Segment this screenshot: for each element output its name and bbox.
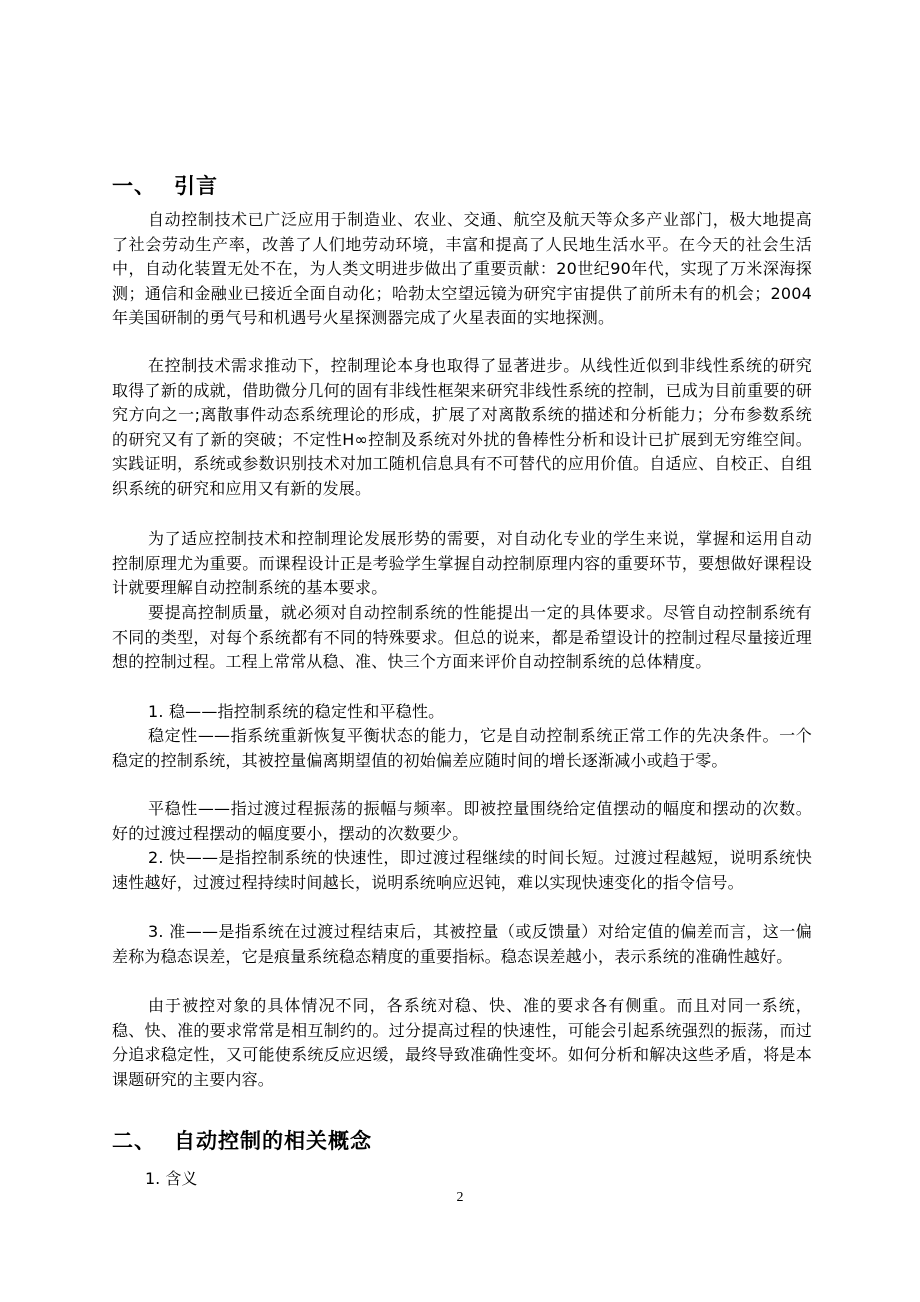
paragraph: 2. 快——是指控制系统的快速性，即过渡过程继续的时间长短。过渡过程越短，说明系统快速性越好，过渡过程持续时间越长，说明系统响应迟钝，难以实现快速变化的指令信号。 [112, 848, 812, 892]
paragraph: 要提高控制质量，就必须对自动控制系统的性能提出一定的具体要求。尽管自动控制系统有不同的类型，对每个系统都有不同的特殊要求。但总的说来，都是希望设计的控制过程尽量接近理想的控制过程。工程上常常从稳、准、快三个方面来评价自动控制系统的总体精度。 [112, 603, 812, 671]
section-number: 一、 [112, 174, 156, 198]
page-number: 2 [456, 1190, 464, 1205]
section-heading-concepts [112, 1127, 372, 1155]
paragraph: 3. 准——是指系统在过渡过程结束后，其被控量（或反馈量）对给定值的偏差而言，这一偏差称为稳态误差，它是痕量系统稳态精度的重要指标。稳态误差越小，表示系统的准确性越好。 [112, 922, 812, 966]
paragraph: 1. 稳——指控制系统的稳定性和平稳性。 [148, 702, 445, 721]
section-heading-intro [112, 172, 218, 200]
paragraph: 自动控制技术已广泛应用于制造业、农业、交通、航空及航天等众多产业部门，极大地提高了社会劳动生产率，改善了人们地劳动环境，丰富和提高了人民地生活水平。在今天的社会生活中，自动化装置无处不在，为人类文明进步做出了重要贡献：20世纪90年代，实现了万米深海探测；通信和金融业已接近全面自动化；哈勃太空望远镜为研究宇宙提供了前所未有的机会；2004年美国研制的勇气号和机遇号火星探测器完成了火星表面的实地探测。 [112, 210, 812, 327]
paragraph: 为了适应控制技术和控制理论发展形势的需要，对自动化专业的学生来说，掌握和运用自动控制原理尤为重要。而课程设计正是考验学生掌握自动控制原理内容的重要环节，要想做好课程设计就要理解自动控制系统的基本要求。 [112, 529, 812, 597]
paragraph: 稳定性——指系统重新恢复平衡状态的能力，它是自动控制系统正常工作的先决条件。一个稳定的控制系统，其被控量偏离期望值的初始偏差应随时间的增长逐渐减小或趋于零。 [112, 726, 812, 770]
section-title: 引言 [174, 174, 218, 198]
section-number: 二、 [112, 1129, 156, 1153]
paragraph: 由于被控对象的具体情况不同，各系统对稳、快、准的要求各有侧重。而且对同一系统，稳、快、准的要求常常是相互制约的。过分提高过程的快速性，可能会引起系统强烈的振荡，而过分追求稳定性，又可能使系统反应迟缓，最终导致准确性变坏。如何分析和解决这些矛盾，将是本课题研究的主要内容。 [112, 996, 812, 1089]
section-title: 自动控制的相关概念 [174, 1129, 372, 1153]
paragraph: 平稳性——指过渡过程振荡的振幅与频率。即被控量围绕给定值摆动的幅度和摆动的次数。好的过渡过程摆动的幅度要小，摆动的次数要少。 [112, 799, 812, 843]
paragraph: 在控制技术需求推动下，控制理论本身也取得了显著进步。从线性近似到非线性系统的研究取得了新的成就，借助微分几何的固有非线性框架来研究非线性系统的控制，已成为目前重要的研究方向之一;离散事件动态系统理论的形成，扩展了对离散系统的描述和分析能力；分布参数系统的研究又有了新的突破；不定性H∞控制及系统对外扰的鲁棒性分析和设计已扩展到无穷维空间。实践证明，系统或参数识别技术对加工随机信息具有不可替代的应用价值。自适应、自校正、自组织系统的研究和应用又有新的发展。 [112, 356, 812, 498]
subsection-heading: 1. 含义 [145, 1169, 198, 1188]
